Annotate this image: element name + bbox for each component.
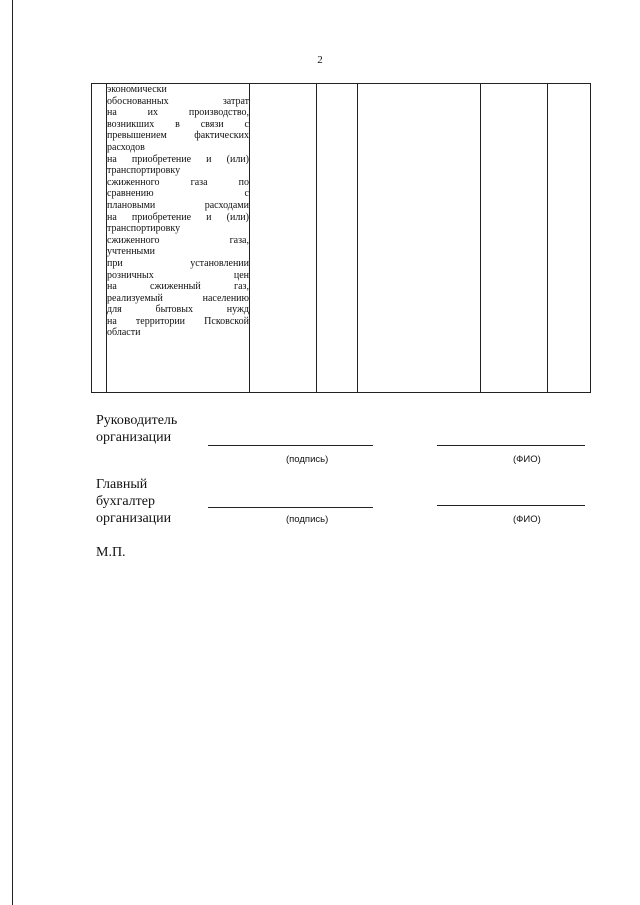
accountant-label-line-2: бухгалтер xyxy=(96,494,155,509)
head-signature-label xyxy=(96,412,177,446)
description-line: учтенными xyxy=(107,246,155,258)
description-line: возникших в связи с xyxy=(107,118,249,130)
head-label-line-1: Руководитель xyxy=(96,413,178,428)
head-name-caption: (ФИО) xyxy=(513,454,541,465)
form-table xyxy=(91,83,591,393)
accountant-name-line xyxy=(437,505,585,506)
head-name-line xyxy=(437,445,585,446)
description-line: на сжиженный газ, xyxy=(107,281,249,293)
description-line: плановыми расходами xyxy=(107,199,249,211)
table-cell-description xyxy=(107,84,250,393)
description-line: на территории Псковской xyxy=(107,315,249,327)
table-cell-3 xyxy=(250,84,317,393)
table-row xyxy=(92,84,591,393)
table-cell-4 xyxy=(317,84,358,393)
description-line: при установлении xyxy=(107,257,249,269)
description-line: на их производство, xyxy=(107,107,249,119)
head-signature-line xyxy=(208,445,373,446)
description-line: на приобретение и (или) xyxy=(107,211,249,223)
description-line: реализуемый населению xyxy=(107,292,249,304)
accountant-label-line-3: организации xyxy=(96,511,172,526)
page-left-border xyxy=(12,0,13,905)
description-line: расходов xyxy=(107,141,145,153)
accountant-label-line-1: Главный xyxy=(96,477,148,492)
description-line: сравнению с xyxy=(107,188,249,200)
head-sign-caption: (подпись) xyxy=(286,454,329,465)
page-number: 2 xyxy=(317,54,323,66)
description-line: области xyxy=(107,327,141,339)
description-line: розничных цен xyxy=(107,269,249,281)
table-cell-7 xyxy=(548,84,591,393)
description-line: превышением фактических xyxy=(107,130,249,142)
description-line: сжиженного газа по xyxy=(107,176,249,188)
accountant-sign-caption: (подпись) xyxy=(286,514,329,525)
description-line: на приобретение и (или) xyxy=(107,153,249,165)
description-line: для бытовых нужд xyxy=(107,304,249,316)
description-line: транспортировку xyxy=(107,223,181,235)
description-line: транспортировку xyxy=(107,165,181,177)
description-line: сжиженного газа, xyxy=(107,234,249,246)
table-cell-5 xyxy=(358,84,481,393)
accountant-signature-line xyxy=(208,507,373,508)
description-line: обоснованных затрат xyxy=(107,95,249,107)
table-cell-number xyxy=(92,84,107,393)
description-line: экономически xyxy=(107,84,167,95)
table-cell-6 xyxy=(481,84,548,393)
head-label-line-2: организации xyxy=(96,430,172,445)
accountant-name-caption: (ФИО) xyxy=(513,514,541,525)
description-text xyxy=(107,84,249,339)
accountant-signature-label xyxy=(96,476,171,527)
stamp-placeholder: М.П. xyxy=(96,545,126,560)
